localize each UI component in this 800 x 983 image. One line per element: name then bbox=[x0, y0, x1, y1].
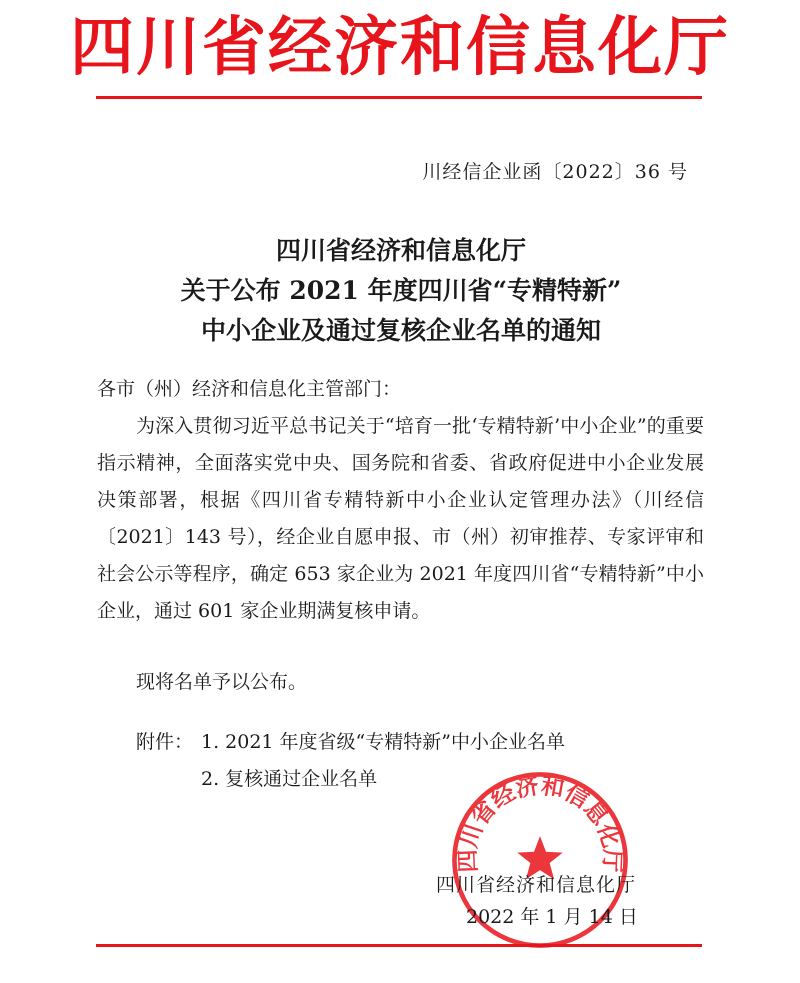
footer-divider bbox=[96, 944, 702, 947]
salutation: 各市（州）经济和信息化主管部门： bbox=[97, 378, 402, 400]
attachments-label: 附件： bbox=[136, 731, 194, 753]
masthead-divider bbox=[96, 96, 702, 99]
masthead-title: 四川省经济和信息化厅 bbox=[70, 11, 730, 85]
attachment-item: 1. 2021 年度省级“专精特新”中小企业名单 bbox=[201, 731, 565, 753]
seal-text: 四川省经济和信息化厅 bbox=[455, 773, 625, 873]
notice-title-line-2: 关于公布 2021 年度四川省“专精特新” bbox=[180, 276, 622, 305]
announcement-line: 现将名单予以公布。 bbox=[136, 671, 308, 693]
notice-title-line-1: 四川省经济和信息化厅 bbox=[275, 236, 526, 265]
body-paragraph: 为深入贯彻习近平总书记关于“培育一批‘专精特新’中小企业”的重要指示精神，全面落实党中央、国务院和省委、省政府促进中小企业发展决策部署，根据《四川省专精特新中小企业认定管理办法》（川经信〔2021〕143 号），经企业自愿申报、市（州）初审推荐、专家评审和社会公示等程序，确定 653 家企业为 2021 年度四川省“专精特新”中小企业，通过 601 家企业期满复核申请。 bbox=[97, 415, 704, 622]
attachment-item: 2. 复核通过企业名单 bbox=[201, 768, 378, 790]
issue-date: 2022 年 1 月 14 日 bbox=[466, 906, 638, 928]
document-number: 川经信企业函〔2022〕36 号 bbox=[422, 161, 688, 183]
notice-title-line-3: 中小企业及通过复核企业名单的通知 bbox=[200, 316, 601, 345]
issuing-organization: 四川省经济和信息化厅 bbox=[436, 874, 637, 896]
